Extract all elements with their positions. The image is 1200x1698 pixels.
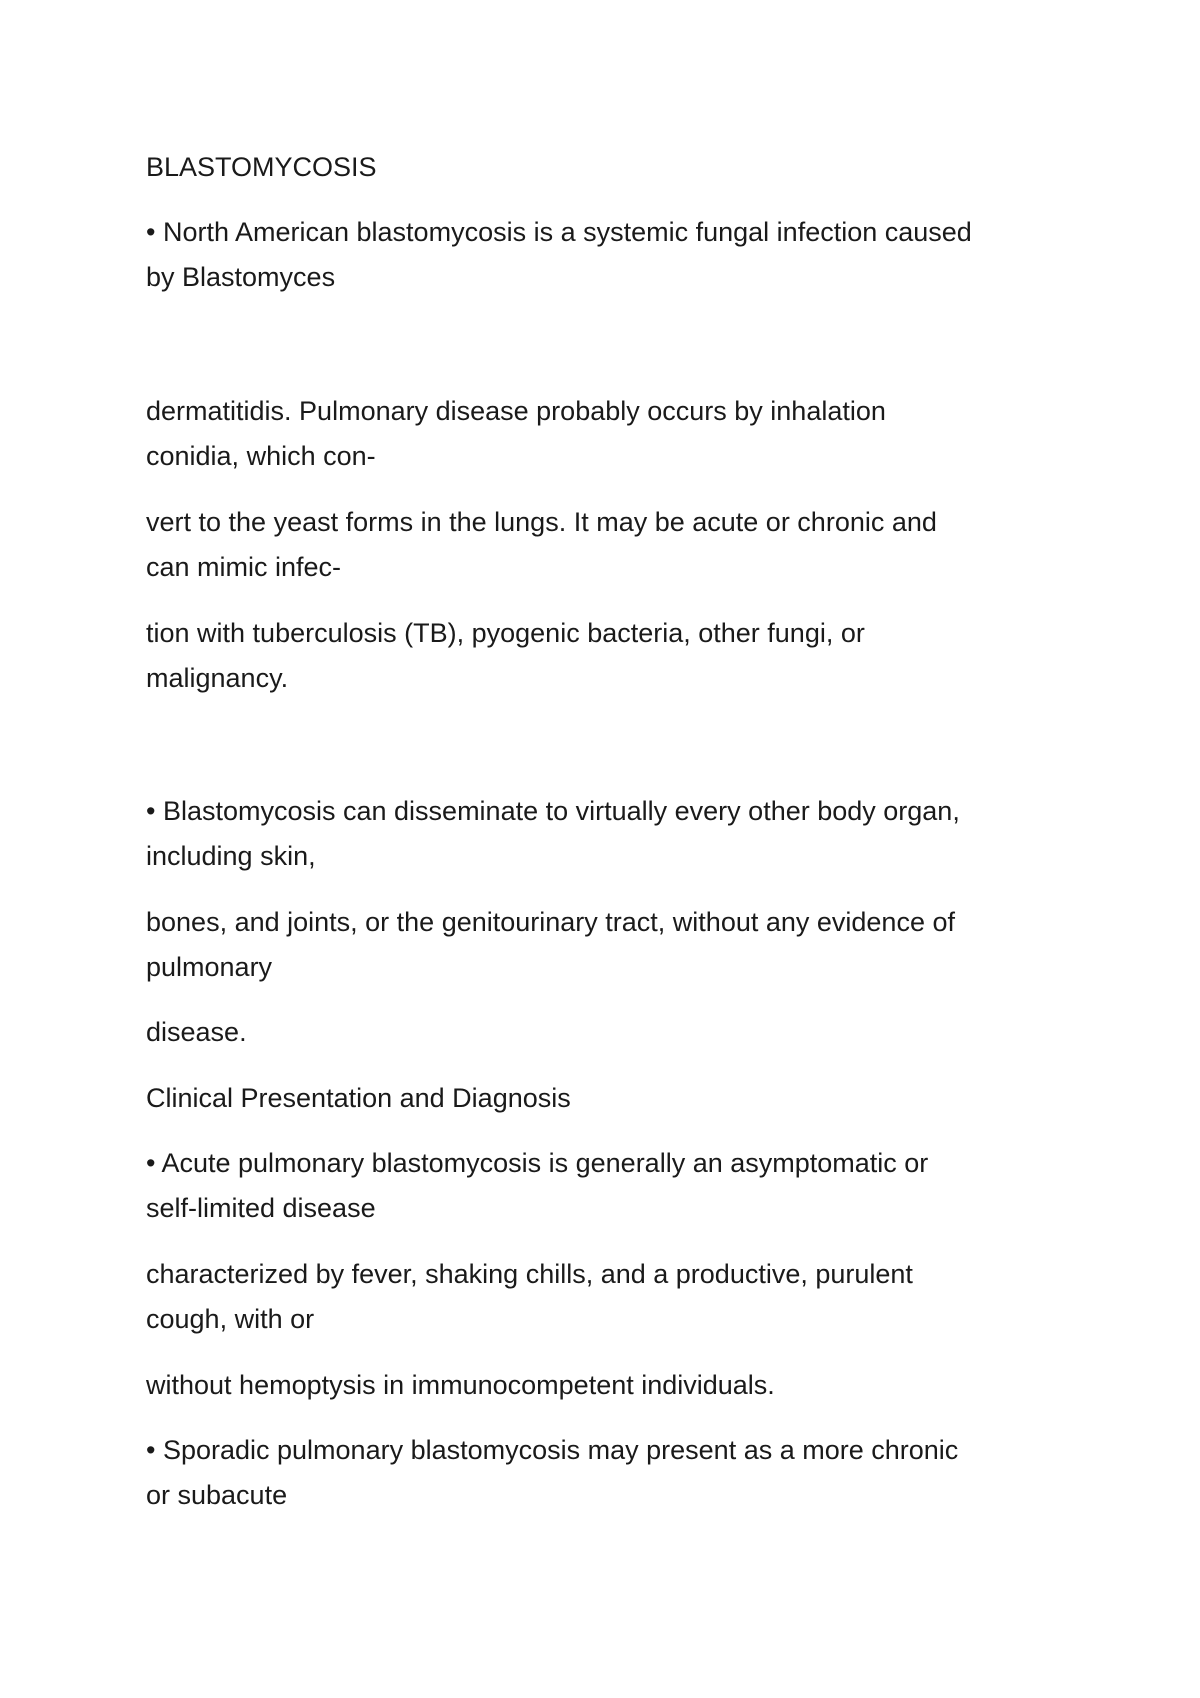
heading-text: BLASTOMYCOSIS xyxy=(146,152,377,182)
paragraph-2 xyxy=(146,389,1076,479)
paragraph-line: characterized by fever, shaking chills, and a productive, purulent xyxy=(146,1259,913,1289)
paragraph-line: • Acute pulmonary blastomycosis is generally an asymptomatic or xyxy=(146,1148,929,1178)
paragraph-9 xyxy=(146,1252,1076,1342)
paragraph-4 xyxy=(146,611,1076,701)
paragraph-line: self-limited disease xyxy=(146,1193,376,1223)
paragraph-line: cough, with or xyxy=(146,1304,315,1334)
paragraph-8 xyxy=(146,1141,1076,1231)
paragraph-11 xyxy=(146,1428,1076,1518)
paragraph-10 xyxy=(146,1363,1076,1408)
subheading-text: Clinical Presentation and Diagnosis xyxy=(146,1083,571,1113)
paragraph-line: tion with tuberculosis (TB), pyogenic bacteria, other fungi, or xyxy=(146,618,865,648)
paragraph-line: • Blastomycosis can disseminate to virtually every other body organ, xyxy=(146,796,960,826)
paragraph-3 xyxy=(146,500,1076,590)
paragraph-7 xyxy=(146,1010,1076,1055)
paragraph-line: or subacute xyxy=(146,1480,288,1510)
paragraph-line: bones, and joints, or the genitourinary tract, without any evidence of xyxy=(146,907,955,937)
paragraph-5 xyxy=(146,789,1076,879)
paragraph-line: including skin, xyxy=(146,841,316,871)
paragraph-1 xyxy=(146,210,1076,300)
paragraph-line: by Blastomyces xyxy=(146,262,336,292)
paragraph-line: • Sporadic pulmonary blastomycosis may present as a more chronic xyxy=(146,1435,959,1465)
paragraph-line: vert to the yeast forms in the lungs. It may be acute or chronic and xyxy=(146,507,937,537)
paragraph-line: pulmonary xyxy=(146,952,273,982)
paragraph-line: can mimic infec- xyxy=(146,552,342,582)
paragraph-line: malignancy. xyxy=(146,663,289,693)
paragraph-line: without hemoptysis in immunocompetent individuals. xyxy=(146,1370,775,1400)
section-subheading xyxy=(146,1076,1076,1121)
paragraph-line: • North American blastomycosis is a systemic fungal infection caused xyxy=(146,217,972,247)
paragraph-line: conidia, which con- xyxy=(146,441,376,471)
paragraph-6 xyxy=(146,900,1076,990)
paragraph-line: dermatitidis. Pulmonary disease probably occurs by inhalation xyxy=(146,396,886,426)
document-heading xyxy=(146,145,1076,190)
paragraph-line: disease. xyxy=(146,1017,247,1047)
